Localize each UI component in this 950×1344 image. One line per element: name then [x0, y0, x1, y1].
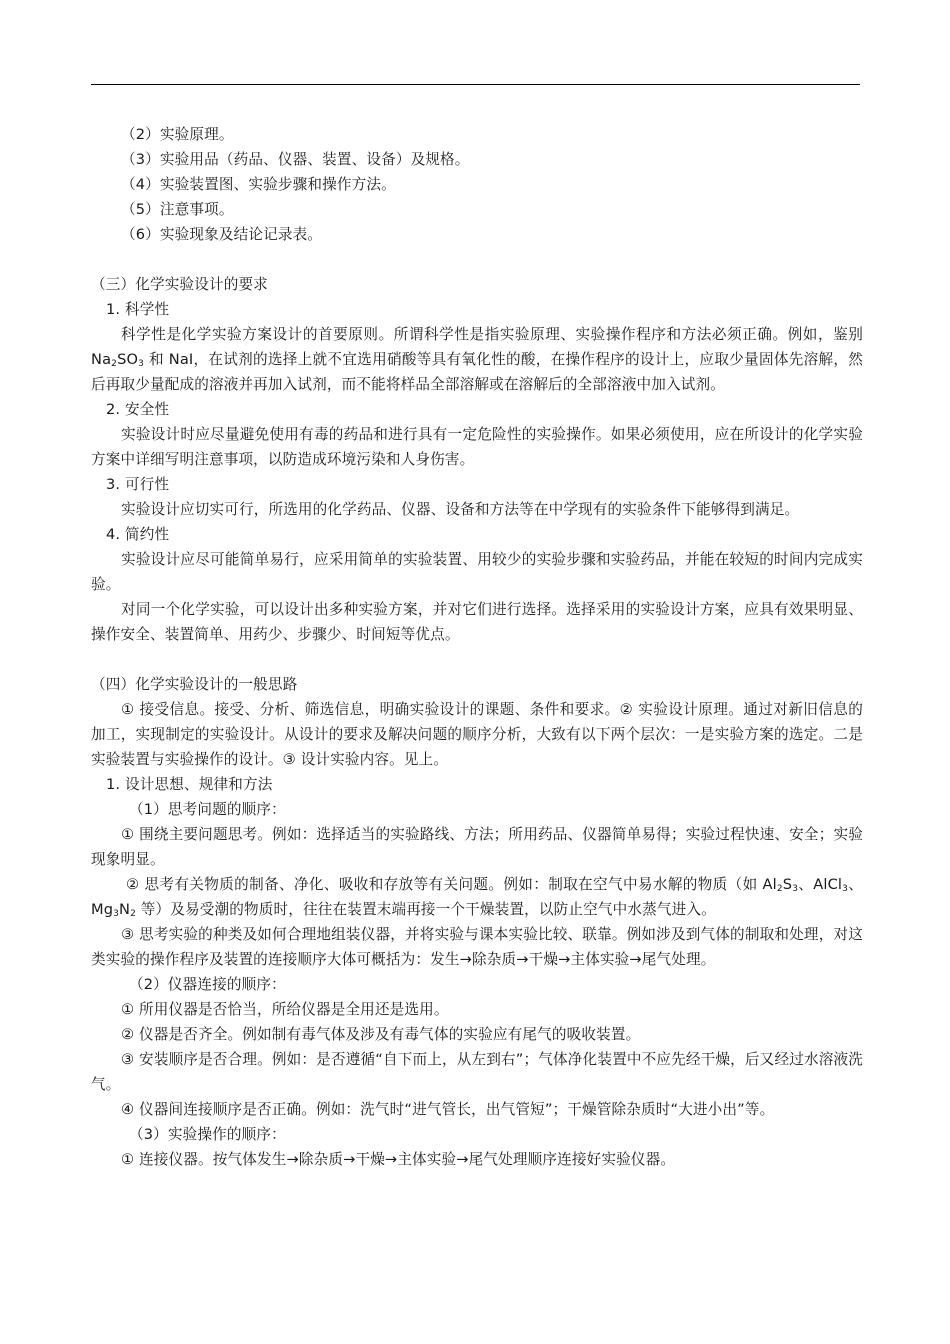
sub-subheading: （3）实验操作的顺序： [129, 1126, 286, 1143]
header-rule [91, 84, 860, 85]
paragraph: 科学性是化学实验方案设计的首要原则。所谓科学性是指实验原理、实验操作程序和方法必须正确。例如，鉴别 $Na_2SO_3$ 和 NaI，在试剂的选择上就不宜选用硝酸等具有氧化性的酸，在操作程序的设计上，应取少量固体先溶解，然后再取少量配成的溶液并再加入试剂，而不能将样品全部溶解或在溶解后的全部溶液中加入试剂。 [91, 326, 863, 393]
paragraph: ② 仪器是否齐全。例如制有毒气体及涉及有毒气体的实验应有尾气的吸收装置。 [121, 1026, 641, 1043]
paragraph: ③ 安装顺序是否合理。例如：是否遵循“自下而上，从左到右”；气体净化装置中不应先经干燥，后又经过水溶液洗气。 [91, 1051, 863, 1093]
paragraph: ① 连接仪器。按气体发生→除杂质→干燥→主体实验→尾气处理顺序连接好实验仪器。 [121, 1151, 676, 1168]
subheading: 1. 设计思想、规律和方法 [106, 776, 273, 793]
sub-subheading: （1）思考问题的顺序： [129, 801, 286, 818]
subheading: 4. 简约性 [106, 526, 170, 543]
subheading: 3. 可行性 [106, 476, 170, 493]
paragraph: ① 围绕主要问题思考。例如：选择适当的实验路线、方法；所用药品、仪器简单易得；实验过程快速、安全；实验现象明显。 [91, 826, 863, 868]
document-body [91, 122, 863, 1172]
list-item: （6）实验现象及结论记录表。 [121, 226, 323, 243]
subheading: 1. 科学性 [106, 301, 170, 318]
paragraph: ④ 仪器间连接顺序是否正确。例如：洗气时“进气管长，出气管短”；干燥管除杂质时“大进小出”等。 [121, 1101, 775, 1118]
list-item: （4）实验装置图、实验步骤和操作方法。 [121, 176, 396, 193]
sub-subheading: （2）仪器连接的顺序： [129, 976, 286, 993]
paragraph: 实验设计应尽可能简单易行，应采用简单的实验装置、用较少的实验步骤和实验药品，并能在较短的时间内完成实验。 [91, 551, 863, 593]
paragraph: 实验设计时应尽量避免使用有毒的药品和进行具有一定危险性的实验操作。如果必须使用，应在所设计的化学实验方案中详细写明注意事项，以防造成环境污染和人身伤害。 [91, 426, 863, 468]
paragraph: ② 思考有关物质的制备、净化、吸收和存放等有关问题。例如：制取在空气中易水解的物质（如 $Al_2S_3$、AlCl$_3$、$Mg_3N_2$ 等）及易受潮的物质时，往往在装置末端再接一个干燥装置，以防止空气中水蒸气进入。 [91, 876, 863, 919]
paragraph: 对同一个化学实验，可以设计出多种实验方案，并对它们进行选择。选择采用的实验设计方案，应具有效果明显、操作安全、装置简单、用药少、步骤少、时间短等优点。 [91, 601, 863, 643]
paragraph: ③ 思考实验的种类及如何合理地组装仪器，并将实验与课本实验比较、联靠。例如涉及到气体的制取和处理，对这类实验的操作程序及装置的连接顺序大体可概括为：发生→除杂质→干燥→主体实验→尾气处理。 [91, 926, 863, 968]
paragraph: 实验设计应切实可行，所选用的化学药品、仪器、设备和方法等在中学现有的实验条件下能够得到满足。 [121, 501, 800, 518]
paragraph: ① 接受信息。接受、分析、筛选信息，明确实验设计的课题、条件和要求。② 实验设计原理。通过对新旧信息的加工，实现制定的实验设计。从设计的要求及解决问题的顺序分析，大致有以下两个层次：一是实验方案的选定。二是实验装置与实验操作的设计。③ 设计实验内容。见上。 [91, 701, 863, 768]
list-item: （2）实验原理。 [121, 126, 234, 143]
section-heading: （四）化学实验设计的一般思路 [91, 676, 298, 693]
subheading: 2. 安全性 [106, 401, 170, 418]
list-item: （5）注意事项。 [121, 201, 234, 218]
list-item: （3）实验用品（药品、仪器、装置、设备）及规格。 [121, 151, 470, 168]
paragraph: ① 所用仪器是否恰当，所给仪器是全用还是选用。 [121, 1001, 449, 1018]
section-heading: （三）化学实验设计的要求 [91, 276, 268, 293]
